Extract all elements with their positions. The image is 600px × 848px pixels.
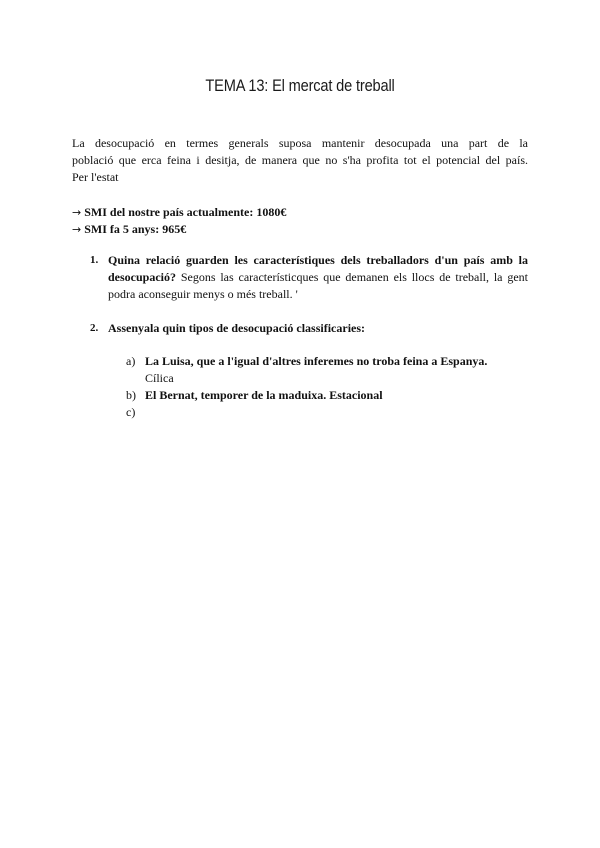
intro-line: Per l'estat <box>72 170 119 184</box>
smi-five-years-text: SMI fa 5 anys: 965€ <box>84 222 187 236</box>
item-classification: Cílica <box>145 371 174 385</box>
question-body <box>108 320 528 337</box>
arrow-right-icon: → <box>72 223 82 236</box>
question-answer: Segons las característicques que demanen els llocs de treball, la gent podra aconseguir menys o més treball. ' <box>108 270 528 301</box>
list-item <box>126 404 528 421</box>
question-text: Quina relació guarden les característiques dels treballadors d'un país amb la desocupació? <box>108 253 528 284</box>
item-text: La Luisa, que a l'igual d'altres inferemes no troba feina a Espanya. <box>145 354 488 368</box>
question-number: 2. <box>90 322 99 334</box>
item-letter: b) <box>126 388 136 402</box>
page-title: TEMA 13: El mercat de treball <box>205 76 395 95</box>
smi-five-years <box>72 221 528 238</box>
smi-current <box>72 204 528 221</box>
intro-line: La desocupació en termes generals suposa mantenir desocupada una part de la <box>72 136 528 150</box>
answer-list <box>126 353 528 421</box>
question-1 <box>72 252 528 303</box>
item-letter: a) <box>126 354 136 368</box>
arrow-right-icon: → <box>72 206 82 219</box>
item-text: El Bernat, temporer de la maduixa. Estacional <box>145 388 383 402</box>
intro-line: població que erca feina i desitja, de manera que no s'ha profita tot el potencial del país. <box>72 153 528 167</box>
list-item <box>126 353 528 387</box>
question-number: 1. <box>90 254 99 266</box>
smi-list <box>72 204 528 238</box>
item-letter: c) <box>126 405 136 419</box>
question-body <box>108 252 528 303</box>
intro-paragraph <box>72 135 528 186</box>
list-item <box>126 387 528 404</box>
question-text: Assenyala quin tipos de desocupació classificaries: <box>108 321 366 335</box>
smi-current-text: SMI del nostre país actualmente: 1080€ <box>84 205 287 219</box>
question-2 <box>72 320 528 337</box>
